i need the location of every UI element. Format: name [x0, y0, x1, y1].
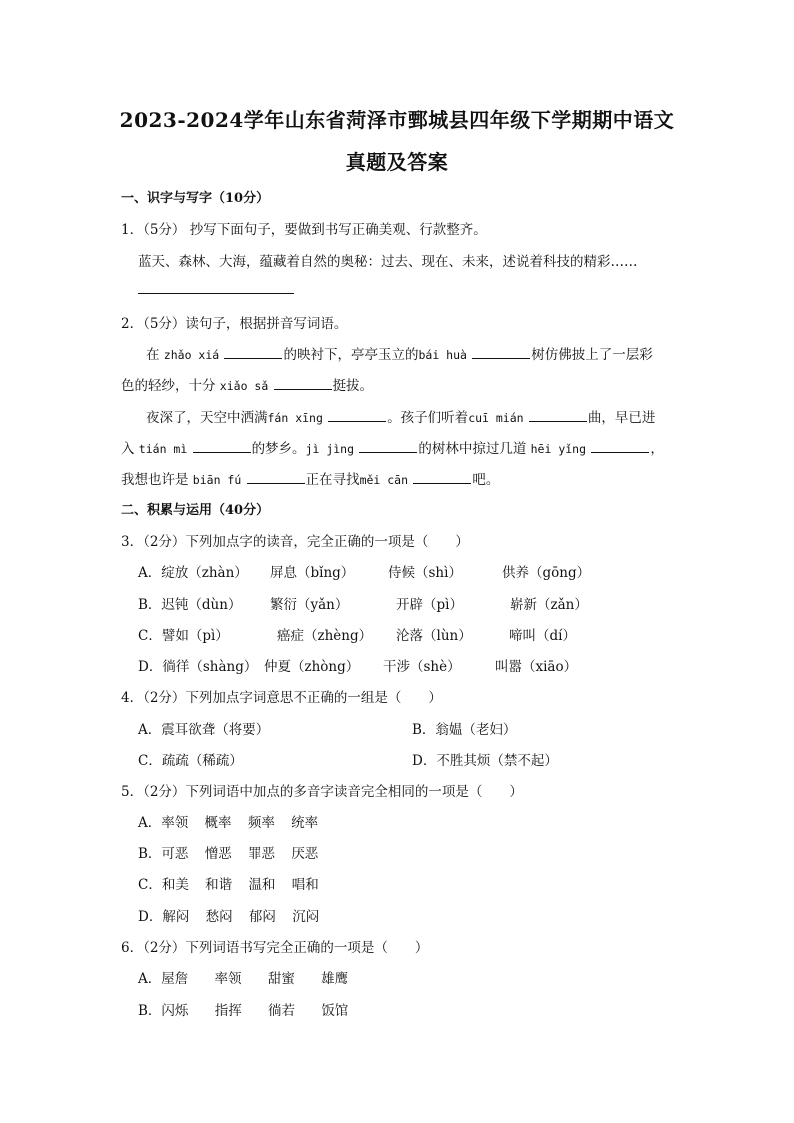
q4-option-d[interactable]: D．不胜其烦（禁不起） [412, 753, 558, 769]
text: 色的轻纱，十分 [121, 378, 216, 394]
word: 和谐 [205, 877, 233, 893]
q3-option-b-3: 开辟（pì） [396, 597, 463, 613]
q3-option-b-2: 繁衍（yǎn） [270, 597, 349, 613]
question-2-line-3 [146, 406, 655, 426]
answer-blank[interactable] [274, 377, 332, 390]
q5-option-b[interactable] [138, 842, 318, 862]
pinyin: tián mì [138, 442, 188, 456]
word: 概率 [204, 815, 232, 831]
question-2-line-2 [121, 374, 373, 394]
word: 甜蜜 [267, 971, 295, 987]
text: 挺拔。 [332, 378, 374, 394]
q3-option-b-4: 崭新（zǎn） [510, 597, 588, 613]
word: A．屋詹 [138, 971, 189, 987]
text: 树仿佛披上了一层彩 [531, 347, 653, 363]
answer-blank[interactable] [193, 440, 251, 453]
word: 频率 [247, 815, 275, 831]
word: 徜若 [268, 1003, 296, 1019]
q3-option-d-3: 干涉（shè） [383, 659, 461, 675]
q6-option-b[interactable] [138, 999, 348, 1019]
question-1-stem: 1．（5分） 抄写下面句子，要做到书写正确美观、行款整齐。 [121, 222, 487, 238]
pinyin: xiǎo sǎ [219, 379, 269, 393]
doc-title-line1: 2023-2024学年山东省菏泽市鄄城县四年级下学期期中语文 [119, 108, 675, 132]
text: 。孩子们听着 [387, 410, 469, 426]
pinyin: měi cān [359, 473, 409, 487]
word: 郁闷 [248, 909, 276, 925]
question-6-stem: 6．（2分）下列词语书写完全正确的一项是（ ） [121, 940, 429, 956]
text: 我想也许是 [121, 472, 189, 488]
answer-blank[interactable] [224, 346, 282, 359]
word: C．和美 [138, 877, 189, 893]
q3-option-c-3: 沦落（lùn） [396, 628, 472, 644]
pinyin: cuī mián [468, 411, 524, 425]
question-2-stem: 2．（5分）读句子，根据拼音写词语。 [121, 316, 348, 332]
pinyin: hēi yǐng [530, 442, 587, 456]
question-2-line-5 [121, 468, 499, 488]
word: 指挥 [214, 1003, 242, 1019]
question-4-stem: 4．（2分）下列加点字词意思不正确的一组是（ ） [121, 690, 442, 706]
text: 的映衬下，亭亭玉立的 [283, 347, 419, 363]
answer-blank[interactable] [472, 346, 530, 359]
q3-option-c-1[interactable]: C．譬如（pì） [138, 628, 229, 644]
q3-option-a-1[interactable]: A．绽放（zhàn） [138, 565, 248, 581]
text: 入 [121, 441, 135, 457]
doc-title-line2: 真题及答案 [345, 150, 449, 174]
q3-option-d-1[interactable]: D．徜徉（shàng） [138, 659, 258, 675]
text: 的树林中掠过几道 [418, 441, 527, 457]
word: 愁闷 [205, 909, 233, 925]
question-1-answer-blank[interactable] [138, 293, 294, 294]
word: 憎恶 [204, 846, 232, 862]
word: 唱和 [291, 877, 319, 893]
word: A．率领 [138, 815, 189, 831]
word: 温和 [248, 877, 276, 893]
answer-blank[interactable] [413, 471, 471, 484]
word: 沉闷 [292, 909, 320, 925]
word: 罪恶 [248, 846, 276, 862]
text: 曲，早已进 [587, 410, 656, 426]
answer-blank[interactable] [591, 440, 649, 453]
pinyin: jì jìng [305, 442, 355, 456]
pinyin: bái huà [418, 348, 467, 362]
word: 率领 [214, 971, 242, 987]
q3-option-d-4: 叫嚣（xiāo） [495, 659, 578, 675]
q3-option-c-4: 啼叫（dí） [509, 628, 576, 644]
word: 厌恶 [291, 846, 319, 862]
q4-option-b[interactable]: B．翁媪（老妇） [412, 722, 517, 738]
word: 饭馆 [321, 1003, 349, 1019]
pinyin: zhǎo xiá [163, 348, 220, 362]
word: D．解闷 [138, 909, 190, 925]
answer-blank[interactable] [247, 471, 305, 484]
q3-option-b-1[interactable]: B．迟钝（dùn） [138, 597, 242, 613]
pinyin: biān fú [192, 473, 242, 487]
q6-option-a[interactable] [138, 967, 348, 987]
q4-option-c[interactable]: C．疏疏（稀疏） [138, 753, 243, 769]
q3-option-d-2: 仲夏（zhòng） [264, 659, 360, 675]
q5-option-a[interactable] [138, 811, 318, 831]
section-heading-1: 一、识字与写字（10分） [121, 191, 270, 206]
text: 在 [146, 347, 160, 363]
word: B．闪烁 [138, 1003, 189, 1019]
text: 吧。 [472, 472, 500, 488]
q5-option-d[interactable] [138, 905, 319, 925]
section-heading-2: 二、积累与运用（40分） [121, 503, 270, 518]
q3-option-a-4: 供养（gōng） [502, 565, 591, 581]
text: 的梦乡。 [251, 441, 306, 457]
text: 正在寻找 [305, 472, 360, 488]
question-2-line-1 [146, 343, 653, 363]
q3-option-c-2: 癌症（zhèng） [277, 628, 373, 644]
word: B．可恶 [138, 846, 189, 862]
text: ， [650, 441, 664, 457]
question-2-line-4 [121, 437, 664, 457]
answer-blank[interactable] [328, 409, 386, 422]
word: 雄鹰 [321, 971, 349, 987]
answer-blank[interactable] [529, 409, 587, 422]
q4-option-a[interactable]: A．震耳欲聋（将要） [138, 722, 270, 738]
question-5-stem: 5．（2分）下列词语中加点的多音字读音完全相同的一项是（ ） [121, 784, 523, 800]
question-3-stem: 3．（2分）下列加点字的读音，完全正确的一项是（ ） [121, 534, 469, 550]
q3-option-a-3: 侍候（shì） [388, 565, 462, 581]
answer-blank[interactable] [359, 440, 417, 453]
pinyin: fán xīng [267, 411, 323, 425]
q5-option-c[interactable] [138, 873, 319, 893]
text: 夜深了，天空中洒满 [146, 410, 268, 426]
q3-option-a-2: 屏息（bǐng） [270, 565, 355, 581]
question-1-sentence: 蓝天、森林、大海，蕴藏着自然的奥秘：过去、现在、未来，述说着科技的精彩…… [138, 254, 638, 270]
word: 统率 [291, 815, 319, 831]
